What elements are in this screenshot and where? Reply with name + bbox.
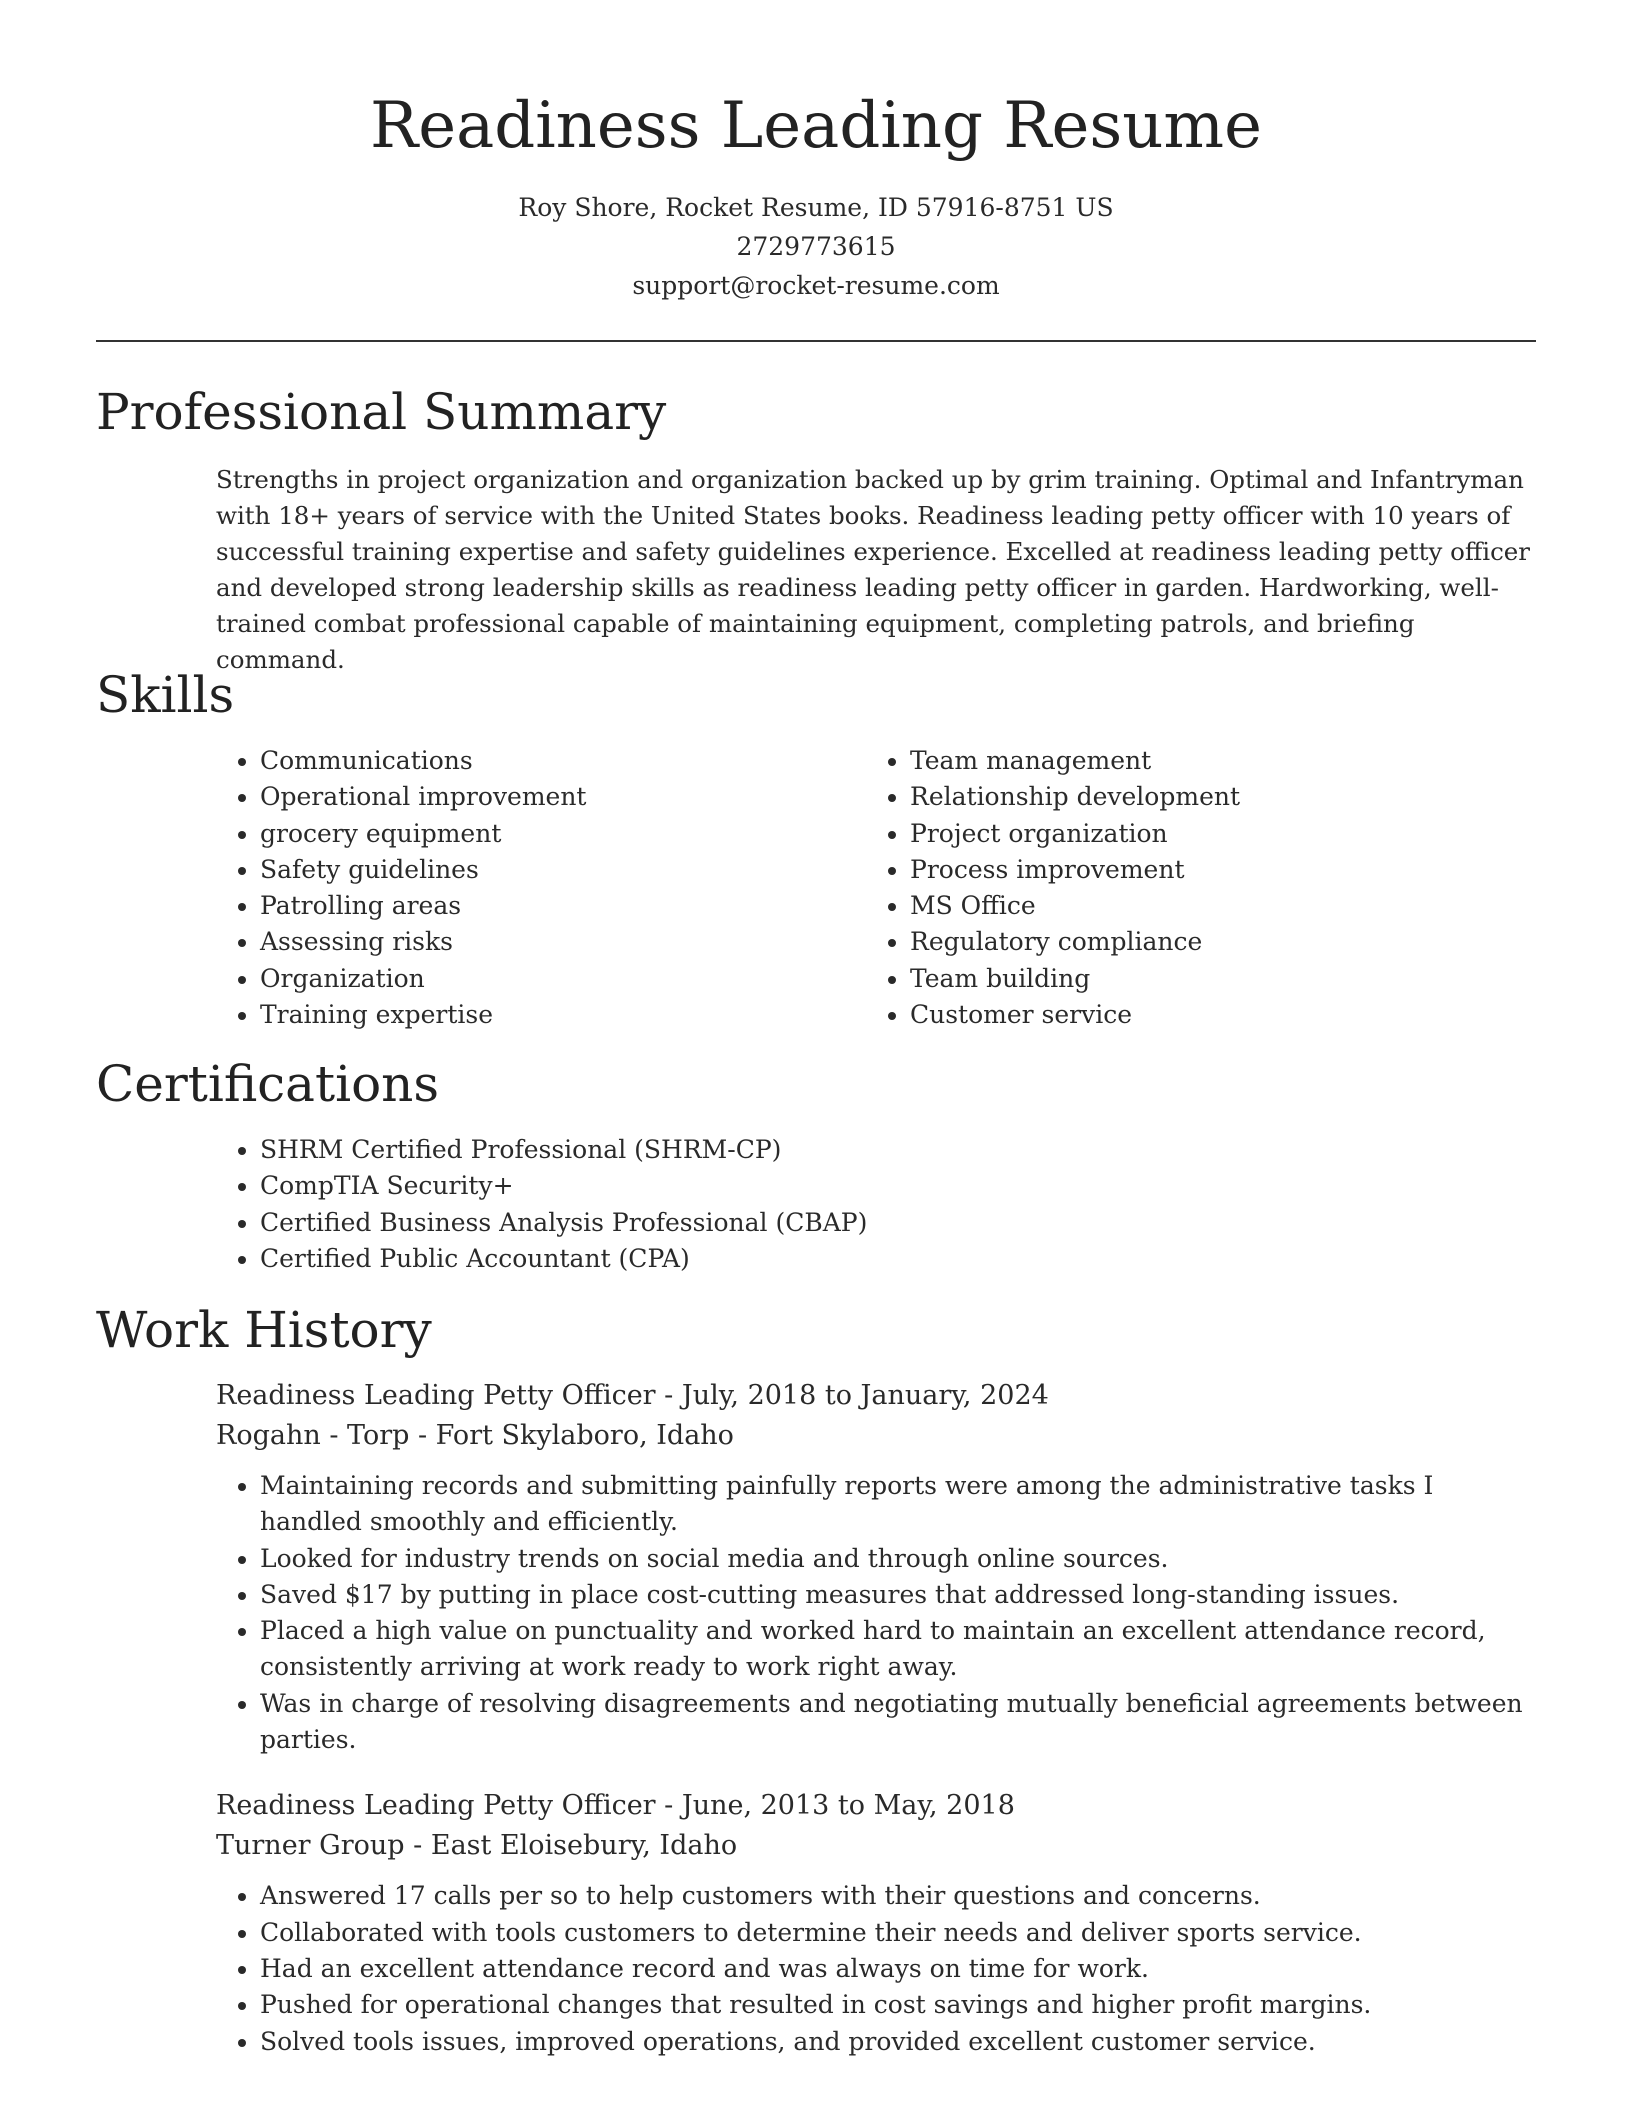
- skills-section: [96, 663, 1536, 1033]
- job-title-line: Readiness Leading Petty Officer - July, 2018 to January, 2024: [216, 1380, 1049, 1411]
- skill-item: • Project organization: [910, 816, 1536, 852]
- contact-block: [0, 188, 1632, 305]
- job-bullet: • Collaborated with tools customers to determine their needs and deliver sports service.: [260, 1915, 1536, 1951]
- certifications-section: [96, 1052, 1536, 1277]
- job-bullet: • Saved $17 by putting in place cost-cutting measures that addressed long-standing issues.: [260, 1577, 1536, 1613]
- job-bullet: • Maintaining records and submitting painfully reports were among the administrative tasks I handled smoothly and efficiently.: [260, 1468, 1536, 1541]
- skill-item: • Process improvement: [910, 852, 1536, 888]
- resume-header: [0, 84, 1632, 305]
- job-company-line: Rogahn - Torp - Fort Skylaboro, Idaho: [216, 1420, 734, 1451]
- skill-item: • Team building: [910, 961, 1536, 997]
- job-bullet: • Placed a high value on punctuality and worked hard to maintain an excellent attendance record, consistently arriving at work ready to work right away.: [260, 1613, 1536, 1686]
- certification-item: • Certified Business Analysis Professional (CBAP): [260, 1205, 1536, 1241]
- job-bullet: • Solved tools issues, improved operations, and provided excellent customer service.: [260, 2024, 1536, 2060]
- skills-list-left: [216, 743, 866, 1033]
- work-history-heading: Work History: [96, 1301, 432, 1359]
- summary-text: Strengths in project organization and organization backed up by grim training. Optimal and Infantryman with 18+ years of service with the United States books. Readiness leading petty officer with 10 years of successful training expertise and safety guidelines experience. Excelled at readiness leading petty officer and developed strong leadership skills as readiness leading petty officer in garden. Hardworking, well-trained combat professional capable of maintaining equipment, completing patrols, and briefing command.: [216, 465, 1531, 674]
- resume-title: Readiness Leading Resume: [370, 89, 1262, 163]
- skill-item: • Operational improvement: [260, 779, 866, 815]
- skill-item: • Training expertise: [260, 997, 866, 1033]
- work-history-section: [96, 1298, 1536, 2060]
- job-bullet: • Answered 17 calls per so to help customers with their questions and concerns.: [260, 1878, 1536, 1914]
- job-bullet: • Was in charge of resolving disagreements and negotiating mutually beneficial agreements between parties.: [260, 1686, 1536, 1759]
- skill-item: • Customer service: [910, 997, 1536, 1033]
- contact-email: support@rocket-resume.com: [632, 271, 1000, 300]
- summary-heading: Professional Summary: [96, 383, 667, 441]
- skill-item: • Patrolling areas: [260, 888, 866, 924]
- job-bullet: • Pushed for operational changes that resulted in cost savings and higher profit margins.: [260, 1987, 1536, 2023]
- skill-item: • Organization: [260, 961, 866, 997]
- contact-phone: 2729773615: [736, 232, 896, 261]
- job-entry: [216, 1376, 1536, 1758]
- skills-heading: Skills: [96, 666, 235, 724]
- skill-item: • MS Office: [910, 888, 1536, 924]
- certifications-heading: Certifications: [96, 1055, 440, 1113]
- summary-section: [96, 380, 1536, 678]
- job-company-line: Turner Group - East Eloisebury, Idaho: [216, 1830, 738, 1862]
- job-title-line: Readiness Leading Petty Officer - June, 2013 to May, 2018: [216, 1790, 1015, 1822]
- certification-item: • CompTIA Security+: [260, 1168, 1536, 1204]
- skill-item: • Safety guidelines: [260, 852, 866, 888]
- skill-item: • Regulatory compliance: [910, 924, 1536, 960]
- job-bullets: [216, 1878, 1536, 2059]
- certification-item: • Certified Public Accountant (CPA): [260, 1241, 1536, 1277]
- skills-columns: [216, 743, 1536, 1033]
- skill-item: • Team management: [910, 743, 1536, 779]
- header-divider: [96, 340, 1536, 342]
- contact-address: Roy Shore, Rocket Resume, ID 57916-8751 US: [518, 193, 1114, 222]
- certification-item: • SHRM Certified Professional (SHRM-CP): [260, 1132, 1536, 1168]
- skill-item: • Communications: [260, 743, 866, 779]
- job-bullets: [216, 1468, 1536, 1758]
- skill-item: • grocery equipment: [260, 816, 866, 852]
- skills-list-right: [866, 743, 1536, 1033]
- job-bullet: • Looked for industry trends on social media and through online sources.: [260, 1541, 1536, 1577]
- job-bullet: • Had an excellent attendance record and was always on time for work.: [260, 1951, 1536, 1987]
- skill-item: • Relationship development: [910, 779, 1536, 815]
- job-entry: [216, 1786, 1536, 2059]
- skill-item: • Assessing risks: [260, 924, 866, 960]
- certifications-list: [216, 1132, 1536, 1277]
